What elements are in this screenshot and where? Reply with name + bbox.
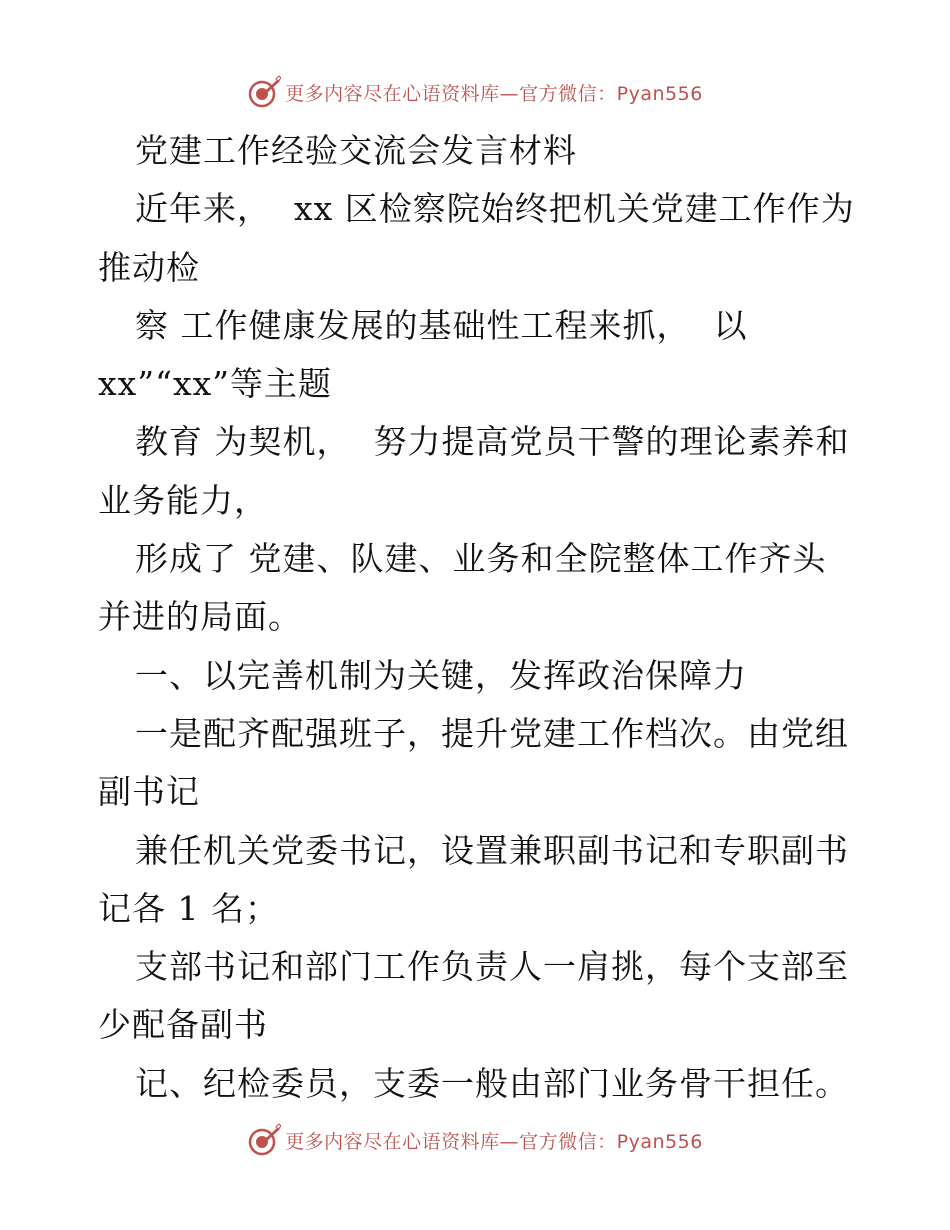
document-line: 察 工作健康发展的基础性工程来抓， 以 <box>135 305 748 345</box>
watermark-text: 更多内容尽在心语资料库—官方微信：Pyan556 <box>285 1130 703 1153</box>
document-line: xx”“xx”等主题 <box>98 364 333 404</box>
document-line: 并进的局面。 <box>98 597 302 637</box>
document-line: 业务能力， <box>98 480 268 520</box>
document-line: 支部书记和部门工作负责人一肩挑，每个支部至 <box>135 947 849 987</box>
pen-logo-icon <box>247 75 281 109</box>
document-line: 兼任机关党委书记，设置兼职副书记和专职副书 <box>135 830 849 870</box>
pen-logo-icon <box>247 1123 281 1157</box>
watermark-banner-bottom <box>0 1118 950 1162</box>
document-line: 推动检 <box>98 247 200 287</box>
document-line: 副书记 <box>98 772 200 812</box>
document-line: 记、纪检委员，支委一般由部门业务骨干担任。 <box>135 1063 849 1103</box>
document-line: 一是配齐配强班子，提升党建工作档次。由党组 <box>135 713 849 753</box>
document-line: 少配备副书 <box>98 1005 268 1045</box>
document-line: 一、以完善机制为关键，发挥政治保障力 <box>135 655 747 695</box>
document-line: 党建工作经验交流会发言材料 <box>135 131 577 170</box>
document-line: 近年来， xx 区检察院始终把机关党建工作作为 <box>135 189 855 229</box>
document-line: 记各 1 名； <box>98 888 279 928</box>
watermark-text: 更多内容尽在心语资料库—官方微信：Pyan556 <box>285 82 703 105</box>
document-body <box>98 122 858 1113</box>
document-line: 形成了 党建、队建、业务和全院整体工作齐头 <box>135 539 827 579</box>
document-line: 教育 为契机， 努力提高党员干警的理论素养和 <box>135 422 850 462</box>
watermark-banner-top <box>0 70 950 114</box>
